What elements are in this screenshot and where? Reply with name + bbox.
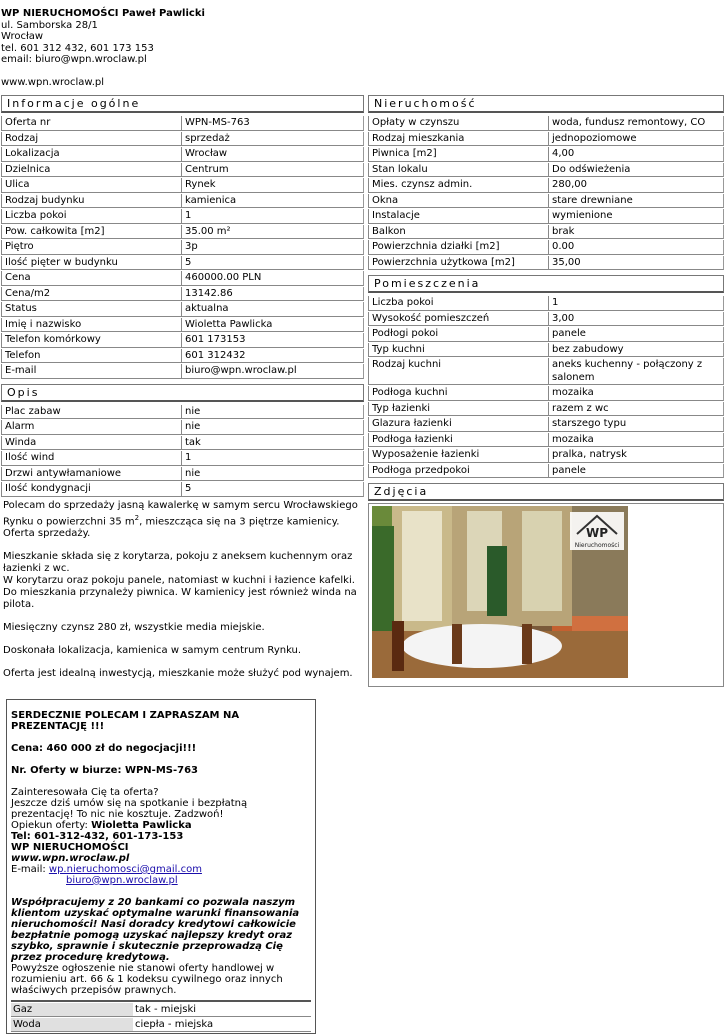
row-value: tak - miejski — [133, 1003, 311, 1017]
promo-site: www.wpn.wroclaw.pl — [11, 852, 130, 864]
row-value: WPN-MS-763 — [181, 116, 364, 131]
row-value: sprzedaż — [181, 132, 364, 147]
table-row — [1, 333, 364, 348]
table-row — [1, 364, 364, 379]
row-label: Ulica — [1, 178, 181, 193]
table-row — [368, 116, 724, 131]
row-value: Centrum — [181, 163, 364, 178]
row-label: Liczba pokoi — [368, 296, 548, 311]
promo-bank: Współpracujemy z 20 bankami co pozwala naszym klientom uzyskać optymalne warunki finansowania nieruchomości! Nasi doradcy kredytowi całkowicie bezpłatnie pomogą uzyskać najlepszy kredyt oraz szybko, sprawnie i skutecznie przeprowadzą Cię przez procedurę kredytową. — [11, 896, 300, 963]
row-label: Gaz — [11, 1003, 133, 1017]
row-value: wymienione — [548, 209, 724, 224]
table-row — [368, 194, 724, 209]
table-row — [368, 417, 724, 432]
row-label: Pow. całkowita [m2] — [1, 225, 181, 240]
agency-street: ul. Samborska 28/1 — [1, 19, 98, 31]
agency-city: Wrocław — [1, 31, 44, 42]
general-section-title: Informacje ogólne — [1, 95, 364, 113]
row-label: Rodzaj kuchni — [368, 358, 548, 385]
row-label: Okna — [368, 194, 548, 209]
row-value: Rynek — [181, 178, 364, 193]
description-paragraph: Polecam do sprzedaży jasną kawalerkę w samym sercu Wrocławskiego Rynku o powierzchni 35 $m^2$, mieszcząca się na 3 piętrze kamienicy. Oferta sprzedaży. — [3, 499, 358, 539]
table-row — [368, 163, 724, 178]
watermark-logo — [570, 512, 624, 550]
table-row — [1, 467, 364, 482]
row-label: Piwnica [m2] — [368, 147, 548, 162]
row-label: Mies. czynsz admin. — [368, 178, 548, 193]
row-value: 35,00 — [548, 256, 724, 271]
email-link[interactable]: wp.nieruchomosci@gmail.com — [48, 863, 202, 875]
table-row — [1, 163, 364, 178]
row-label: Stan lokalu — [368, 163, 548, 178]
agency-name: WP NIERUCHOMOŚCI Paweł Pawlicki — [1, 8, 205, 19]
row-value: 601 173153 — [181, 333, 364, 348]
promo-agent: Opiekun oferty: Wioletta Pawlicka — [11, 819, 192, 831]
row-value: panele — [548, 464, 724, 479]
row-value: kamienica — [181, 194, 364, 209]
table-row — [368, 240, 724, 255]
promo-email: E-mail: wp.nieruchomosci@gmail.com — [11, 863, 202, 875]
table-row — [1, 116, 364, 131]
promo-box — [6, 699, 316, 1034]
row-label: Cena — [1, 271, 181, 286]
promo-disclaimer: Powyższe ogłoszenie nie stanowi oferty handlowej w rozumieniu art. 66 & 1 kodeksu cywilnego oraz innych właściwych przepisów prawnych. — [11, 962, 283, 996]
table-row — [1, 420, 364, 435]
agency-website: www.wpn.wroclaw.pl — [1, 76, 104, 88]
row-label: Rodzaj budynku — [1, 194, 181, 209]
row-label: Lokalizacja — [1, 147, 181, 162]
row-label: Powierzchnia użytkowa [m2] — [368, 256, 548, 271]
opis-section-title: Opis — [1, 384, 364, 402]
row-label: Rodzaj — [1, 132, 181, 147]
row-label: Podłoga kuchni — [368, 386, 548, 401]
row-value: ciepła - miejska — [133, 1018, 311, 1032]
row-label: Wysokość pomieszczeń — [368, 312, 548, 327]
row-label: Telefon komórkowy — [1, 333, 181, 348]
table-row — [1, 436, 364, 451]
right-column — [368, 95, 724, 687]
row-value: biuro@wpn.wroclaw.pl — [181, 364, 364, 379]
email-link[interactable]: biuro@wpn.wroclaw.pl — [66, 874, 178, 886]
row-label: Typ łazienki — [368, 402, 548, 417]
row-value: 280,00 — [548, 178, 724, 193]
row-value: 601 312432 — [181, 349, 364, 364]
row-value: jednopoziomowe — [548, 132, 724, 147]
row-label: Ilość pięter w budynku — [1, 256, 181, 271]
row-label: Imię i nazwisko — [1, 318, 181, 333]
table-row — [368, 402, 724, 417]
row-label: Opłaty w czynszu — [368, 116, 548, 131]
rooms-table — [368, 295, 724, 479]
row-value: tak — [181, 436, 364, 451]
row-value: aktualna — [181, 302, 364, 317]
property-section-title: Nieruchomość — [368, 95, 724, 113]
row-label: Liczba pokoi — [1, 209, 181, 224]
row-label: Cena/m2 — [1, 287, 181, 302]
row-value: 5 — [181, 482, 364, 497]
description-paragraph: Doskonała lokalizacja, kamienica w samym centrum Rynku. — [3, 644, 302, 656]
table-row — [1, 240, 364, 255]
row-label: Plac zabaw — [1, 405, 181, 420]
row-value: Wrocław — [181, 147, 364, 162]
table-row — [368, 147, 724, 162]
row-value: aneks kuchenny - połączony z salonem — [548, 358, 724, 385]
description — [1, 498, 364, 693]
row-value: stare drewniane — [548, 194, 724, 209]
rooms-section-title: Pomieszczenia — [368, 275, 724, 293]
apartment-photo[interactable] — [372, 506, 628, 678]
table-row — [368, 343, 724, 358]
table-row — [1, 349, 364, 364]
table-row — [368, 132, 724, 147]
promo-call: Jeszcze dziś umów się na spotkanie i bezpłatną prezentację! To nic nie kosztuje. Zadzwoń! — [11, 797, 248, 820]
promo-price: Cena: 460 000 zł do negocjacji!!! — [11, 742, 197, 754]
row-label: Wyposażenie łazienki — [368, 448, 548, 463]
row-value: bez zabudowy — [548, 343, 724, 358]
row-value: starszego typu — [548, 417, 724, 432]
row-label: Piętro — [1, 240, 181, 255]
agency-header — [1, 8, 205, 88]
table-row — [1, 209, 364, 224]
row-value: woda, fundusz remontowy, CO — [548, 116, 724, 131]
table-row — [368, 448, 724, 463]
promo-tel: Tel: 601-312-432, 601-173-153 — [11, 830, 184, 842]
promo-question: Zainteresowała Cię ta oferta? — [11, 786, 159, 798]
table-row — [1, 178, 364, 193]
table-row — [368, 256, 724, 271]
svg-text:WP: WP — [585, 526, 609, 540]
promo-company: WP NIERUCHOMOŚCI — [11, 841, 129, 853]
table-row — [1, 194, 364, 209]
agency-email: email: biuro@wpn.wroclaw.pl — [1, 54, 147, 65]
promo-offer-no: Nr. Oferty w biurze: WPN-MS-763 — [11, 764, 198, 776]
table-row — [1, 271, 364, 286]
table-row — [368, 225, 724, 240]
row-value: 1 — [181, 451, 364, 466]
row-label: Powierzchnia działki [m2] — [368, 240, 548, 255]
row-value: pralka, natrysk — [548, 448, 724, 463]
table-row — [1, 318, 364, 333]
row-value: nie — [181, 467, 364, 482]
table-row — [368, 327, 724, 342]
apartment-photo-image — [372, 506, 628, 678]
row-label: Status — [1, 302, 181, 317]
row-value: Wioletta Pawlicka — [181, 318, 364, 333]
table-row — [368, 464, 724, 479]
row-value: nie — [181, 420, 364, 435]
row-value: 13142.86 — [181, 287, 364, 302]
row-label: Winda — [1, 436, 181, 451]
row-value: 1 — [548, 296, 724, 311]
photo-box — [368, 503, 724, 687]
row-label: Dzielnica — [1, 163, 181, 178]
description-paragraph: Oferta jest idealną inwestycją, mieszkanie może służyć pod wynajem. — [3, 667, 353, 679]
row-value: brak — [548, 225, 724, 240]
row-label: Glazura łazienki — [368, 417, 548, 432]
row-label: Woda — [11, 1018, 133, 1032]
row-value: Do odświeżenia — [548, 163, 724, 178]
row-value: 3,00 — [548, 312, 724, 327]
svg-text:Nieruchomości: Nieruchomości — [574, 542, 620, 549]
table-row — [368, 178, 724, 193]
row-label: Ilość wind — [1, 451, 181, 466]
row-value: razem z wc — [548, 402, 724, 417]
row-value: 4,00 — [548, 147, 724, 162]
row-value: mozaika — [548, 433, 724, 448]
row-label: Alarm — [1, 420, 181, 435]
table-row — [11, 1003, 311, 1017]
opis-table — [1, 404, 364, 498]
row-label: Balkon — [368, 225, 548, 240]
table-row — [368, 433, 724, 448]
row-value: 0.00 — [548, 240, 724, 255]
row-label: Telefon — [1, 349, 181, 364]
row-label: E-mail — [1, 364, 181, 379]
row-label: Podłogi pokoi — [368, 327, 548, 342]
agency-phone: tel. 601 312 432, 601 173 153 — [1, 42, 154, 54]
row-label: Ilość kondygnacji — [1, 482, 181, 497]
description-paragraph: Mieszkanie składa się z korytarza, pokoju z aneksem kuchennym oraz łazienki z wc. — [3, 550, 353, 574]
table-row — [368, 358, 724, 385]
row-value: 3p — [181, 240, 364, 255]
table-row — [11, 1018, 311, 1032]
table-row — [1, 132, 364, 147]
table-row — [368, 386, 724, 401]
row-value: panele — [548, 327, 724, 342]
row-value: 460000.00 PLN — [181, 271, 364, 286]
row-value: nie — [181, 405, 364, 420]
general-info-table — [1, 115, 364, 380]
table-row — [1, 482, 364, 497]
table-row — [368, 296, 724, 311]
row-label: Podłoga przedpokoi — [368, 464, 548, 479]
row-value: mozaika — [548, 386, 724, 401]
row-label: Oferta nr — [1, 116, 181, 131]
row-label: Instalacje — [368, 209, 548, 224]
table-row — [1, 225, 364, 240]
table-row — [368, 209, 724, 224]
row-label: Typ kuchni — [368, 343, 548, 358]
row-label: Drzwi antywłamaniowe — [1, 467, 181, 482]
table-row — [1, 405, 364, 420]
table-row — [1, 256, 364, 271]
description-paragraph: Miesięczny czynsz 280 zł, wszystkie media miejskie. — [3, 621, 265, 633]
row-value: 5 — [181, 256, 364, 271]
row-value: 35.00 m² — [181, 225, 364, 240]
table-row — [368, 312, 724, 327]
table-row — [1, 302, 364, 317]
row-label: Rodzaj mieszkania — [368, 132, 548, 147]
property-table — [368, 115, 724, 271]
table-row — [1, 451, 364, 466]
media-table — [11, 1000, 311, 1033]
description-paragraph: W korytarzu oraz pokoju panele, natomiast w kuchni i łazience kafelki. Do mieszkania przynależy piwnica. W kamienicy jest również winda na pilota. — [3, 574, 357, 610]
row-value: 1 — [181, 209, 364, 224]
promo-headline: SERDECZNIE POLECAM I ZAPRASZAM NA PREZENTACJĘ !!! — [11, 709, 240, 732]
photos-section-title: Zdjęcia — [368, 483, 724, 501]
row-label: Podłoga łazienki — [368, 433, 548, 448]
left-column — [1, 95, 364, 1034]
table-row — [1, 147, 364, 162]
table-row — [1, 287, 364, 302]
